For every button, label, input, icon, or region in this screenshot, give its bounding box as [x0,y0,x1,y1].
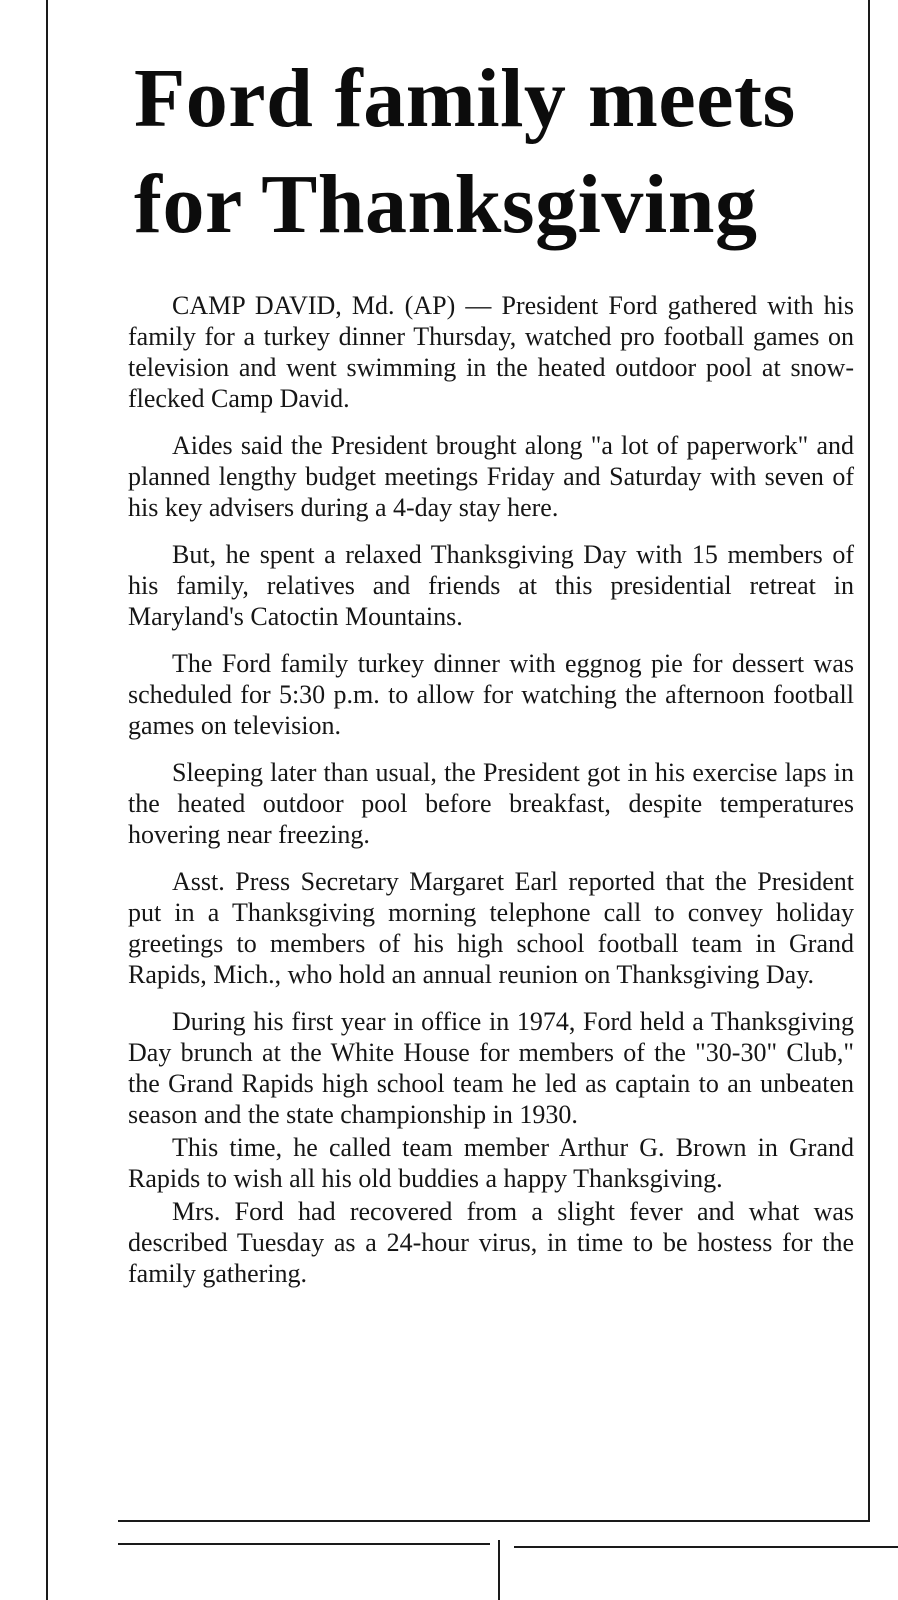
article-paragraph: Mrs. Ford had recovered from a slight fever and what was described Tuesday as a 24-hour virus, in time to be hostess for the family gathering. [128,1197,854,1288]
next-article-top-rule-right [514,1546,898,1548]
article-paragraph: The Ford family turkey dinner with eggnog pie for dessert was scheduled for 5:30 p.m. to allow for watching the afternoon football games on television. [128,649,854,740]
article-paragraph: CAMP DAVID, Md. (AP) — President Ford gathered with his family for a turkey dinner Thursday, watched pro football games on television and went swimming in the heated outdoor pool at snow-flecked Camp David. [128,291,854,413]
article-paragraph: Sleeping later than usual, the President got in his exercise laps in the heated outdoor pool before breakfast, despite temperatures hovering near freezing. [128,758,854,849]
article-paragraph: But, he spent a relaxed Thanksgiving Day with 15 members of his family, relatives and friends at this presidential retreat in Maryland's Catoctin Mountains. [128,540,854,631]
headline: Ford family meets for Thanksgiving [134,52,796,251]
article-paragraph: This time, he called team member Arthur G. Brown in Grand Rapids to wish all his old buddies a happy Thanksgiving. [128,1133,854,1193]
article-paragraph: During his first year in office in 1974, Ford held a Thanksgiving Day brunch at the White House for members of the "30-30" Club," the Grand Rapids high school team he led as captain to an unbeaten season and the state championship in 1930. [128,1007,854,1129]
column-rule-right [868,0,870,1522]
column-rule-left [46,0,48,1600]
article-paragraph: Asst. Press Secretary Margaret Earl reported that the President put in a Thanksgiving morning telephone call to convey holiday greetings to members of his high school football team in Grand Rapids, Mich., who hold an annual reunion on Thanksgiving Day. [128,867,854,989]
article-body [128,290,854,1291]
next-article-top-rule-left [118,1543,490,1545]
article-paragraph: Aides said the President brought along "a lot of paperwork" and planned lengthy budget meetings Friday and Saturday with seven of his key advisers during a 4-day stay here. [128,431,854,522]
article-bottom-rule [118,1520,870,1522]
next-article-column-rule [498,1540,500,1600]
